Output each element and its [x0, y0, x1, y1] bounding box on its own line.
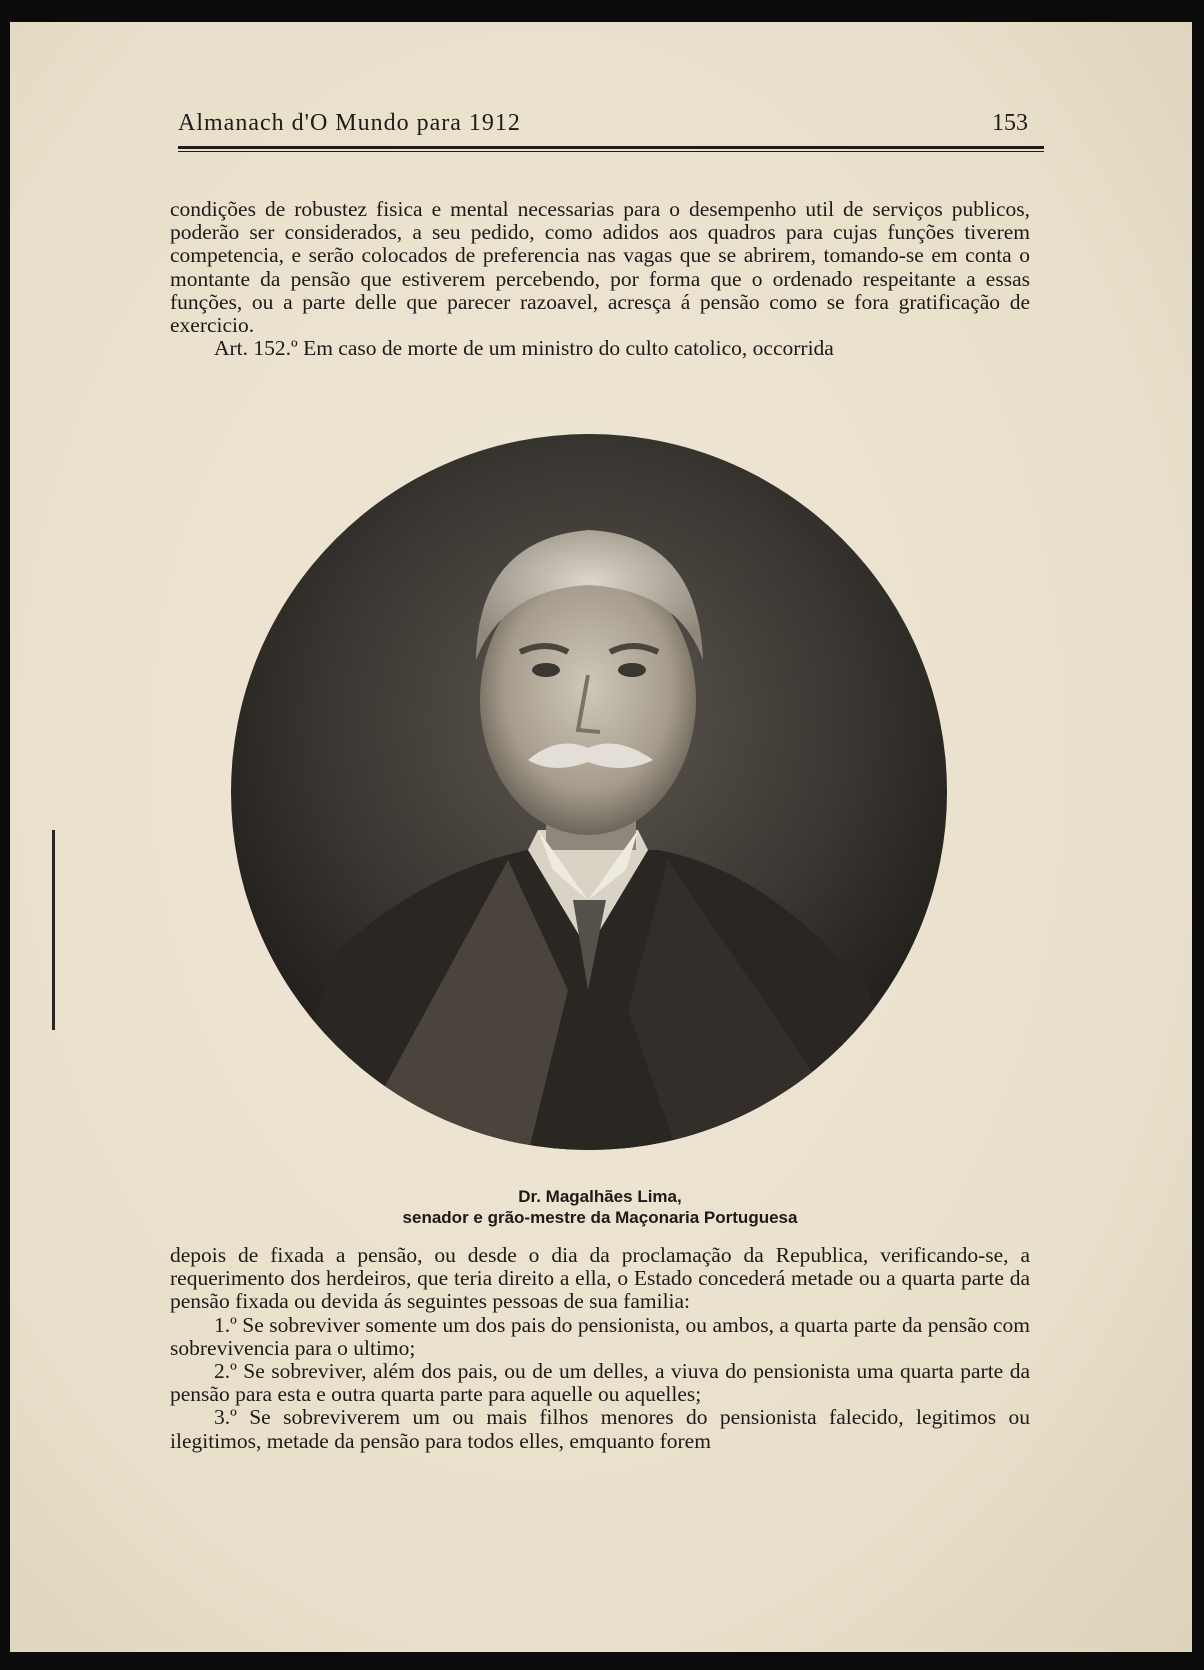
- header-rule-thin: [178, 151, 1044, 152]
- book-page: [10, 22, 1192, 1652]
- paragraph: depois de fixada a pensão, ou desde o dia da proclamação da Republica, verificando-se, a requerimento dos herdeiros, que teria direito a ella, o Estado concederá metade ou a quarta parte da pensão fixada ou devida ás seguintes pessoas de sua familia:: [170, 1243, 1030, 1314]
- list-item: 2.º Se sobreviver, além dos pais, ou de um delles, a viuva do pensionista uma quarta parte da pensão para esta e outra quarta parte para aquelle ou aquelles;: [170, 1359, 1030, 1407]
- list-item: 1.º Se sobreviver somente um dos pais do pensionista, ou ambos, a quarta parte da pensão com sobrevivencia para o ultimo;: [170, 1312, 1030, 1360]
- binding-thread: [52, 830, 55, 1030]
- header-title: Almanach d'O Mundo para 1912: [178, 110, 521, 136]
- portrait-photo: [228, 430, 950, 1154]
- running-header: [178, 110, 1044, 170]
- page-number: 153: [992, 110, 1028, 136]
- body-text-top: [170, 198, 1030, 360]
- paragraph: condições de robustez fisica e mental necessarias para o desempenho util de serviços publicos, poderão ser considerados, a seu pedido, como adidos aos quadros para cujas funções tiverem competencia, e serão colocados de preferencia nas vagas que se abrirem, tomando-se em conta o montante da pensão que estiverem percebendo, por forma que o ordenado respeitante a essas funções, ou a parte delle que parecer razoavel, acresça á pensão como se fora gratificação de exercicio.: [170, 197, 1030, 338]
- list-item: 3.º Se sobreviverem um ou mais filhos menores do pensionista falecido, legitimos ou ilegitimos, metade da pensão para todos elles, emquanto forem: [170, 1405, 1030, 1453]
- header-rule: [178, 146, 1044, 149]
- paragraph: Art. 152.º Em caso de morte de um ministro do culto catolico, occorrida: [214, 336, 834, 361]
- body-text-bottom: [170, 1244, 1030, 1453]
- caption-title: senador e grão-mestre da Maçonaria Portuguesa: [402, 1208, 798, 1227]
- caption-name: Dr. Magalhães Lima,: [518, 1187, 682, 1206]
- photo-caption: [170, 1186, 1030, 1228]
- portrait-image: [228, 430, 950, 1154]
